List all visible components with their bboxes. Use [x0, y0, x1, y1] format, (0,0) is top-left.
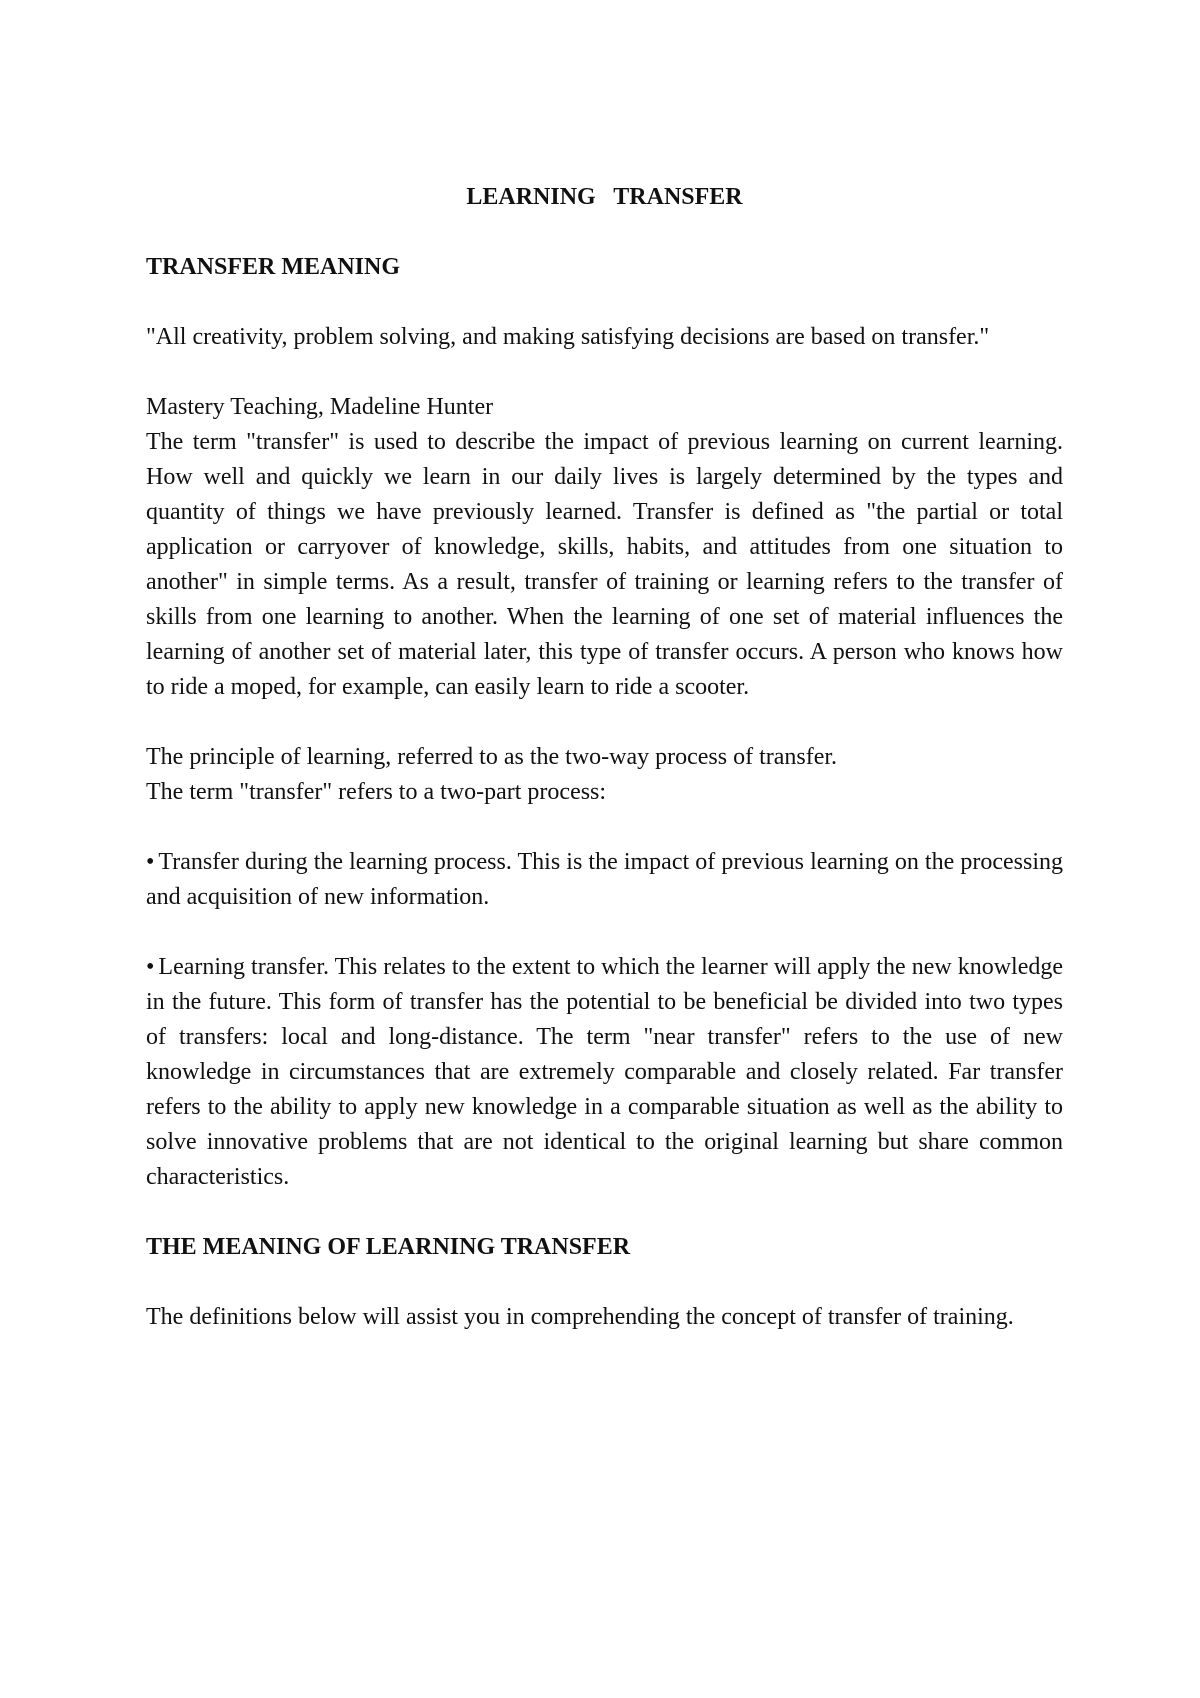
- two-part-line: The term "transfer" refers to a two-part process:: [146, 779, 607, 805]
- section-heading-meaning-of-learning-transfer: THE MEANING OF LEARNING TRANSFER: [146, 1234, 631, 1260]
- attribution-line: Mastery Teaching, Madeline Hunter: [146, 394, 494, 420]
- bullet-text: Learning transfer. This relates to the extent to which the learner will apply the new knowledge in the future. This form of transfer has the potential to be beneficial be divided into two types of transfers: local and long-distance. The term "near transfer" refers to the use of new knowledge in circumstances that are extremely comparable and closely related. Far transfer refers to the ability to apply new knowledge in a comparable situation as well as the ability to solve innovative problems that are not identical to the original learning but share common characteristics.: [146, 954, 1063, 1190]
- closing-paragraph: The definitions below will assist you in comprehending the concept of transfer of training.: [146, 1304, 1014, 1330]
- body-paragraph-definition: The term "transfer" is used to describe the impact of previous learning on current learning. How well and quickly we learn in our daily lives is largely determined by the types and quantity of things we have previously learned. Transfer is defined as "the partial or total application or carryover of knowledge, skills, habits, and attitudes from one situation to another" in simple terms. As a result, transfer of training or learning refers to the transfer of skills from one learning to another. When the learning of one set of material influences the learning of another set of material later, this type of transfer occurs. A person who knows how to ride a moped, for example, can easily learn to ride a scooter.: [146, 429, 1063, 700]
- bullet-text: Transfer during the learning process. This is the impact of previous learning on the processing and acquisition of new information.: [146, 849, 1063, 910]
- quote-paragraph: "All creativity, problem solving, and making satisfying decisions are based on transfer.": [146, 324, 990, 350]
- bullet-item-learning-transfer: [146, 950, 1063, 1195]
- bullet-icon: •: [146, 954, 155, 980]
- bullet-icon: •: [146, 849, 155, 875]
- principle-line: The principle of learning, referred to as the two-way process of transfer.: [146, 744, 838, 770]
- document-title: LEARNING TRANSFER: [466, 184, 743, 210]
- document-page: [146, 180, 1063, 1370]
- bullet-item-transfer-during-learning: [146, 845, 1063, 915]
- section-heading-transfer-meaning: TRANSFER MEANING: [146, 254, 401, 280]
